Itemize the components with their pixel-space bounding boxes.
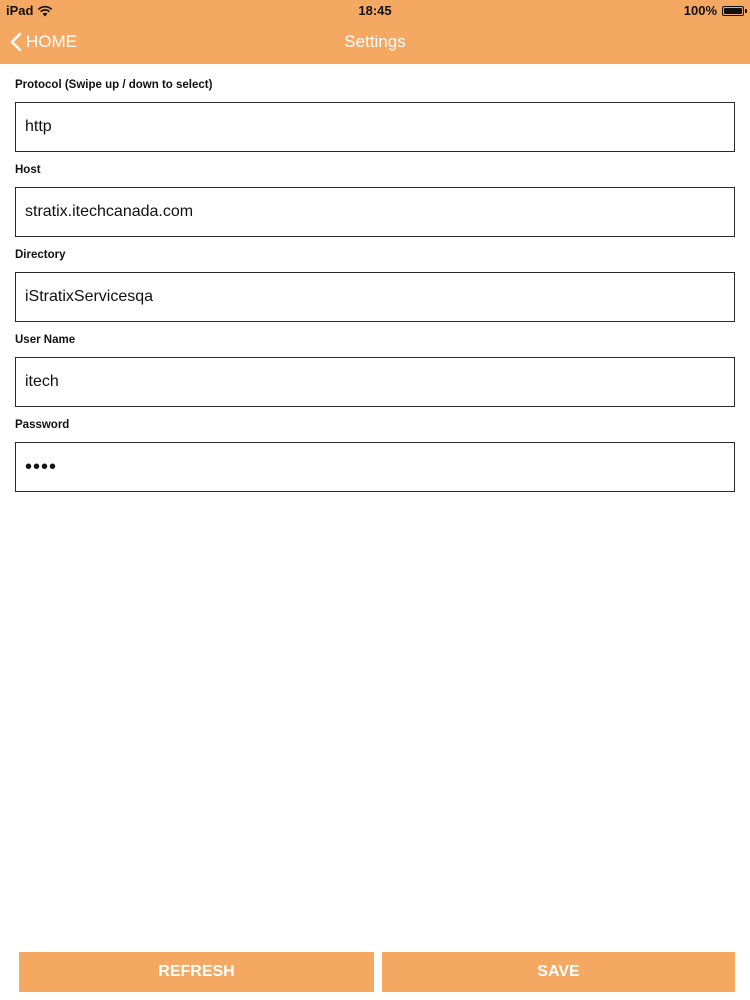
- directory-input[interactable]: [15, 272, 735, 322]
- action-bar: [0, 952, 750, 992]
- username-label: User Name: [15, 334, 76, 346]
- page-title: Settings: [344, 32, 406, 51]
- directory-label: Directory: [15, 249, 66, 261]
- device-name: iPad: [6, 3, 34, 18]
- refresh-button[interactable]: REFRESH: [19, 952, 374, 992]
- protocol-label: Protocol (Swipe up / down to select): [15, 79, 213, 91]
- battery-icon: [722, 6, 744, 16]
- username-input[interactable]: [15, 357, 735, 407]
- status-bar: [0, 0, 750, 22]
- settings-form: [15, 77, 735, 502]
- status-right: [684, 3, 744, 18]
- battery-percent: 100%: [683, 3, 717, 18]
- status-time: 18:45: [358, 3, 392, 18]
- navigation-header: [0, 0, 750, 64]
- password-label: Password: [15, 419, 70, 431]
- save-button[interactable]: SAVE: [382, 952, 735, 992]
- host-label: Host: [15, 164, 41, 176]
- password-input[interactable]: [15, 442, 735, 492]
- back-label: HOME: [26, 32, 77, 51]
- host-input[interactable]: [15, 187, 735, 237]
- protocol-picker[interactable]: [15, 102, 735, 152]
